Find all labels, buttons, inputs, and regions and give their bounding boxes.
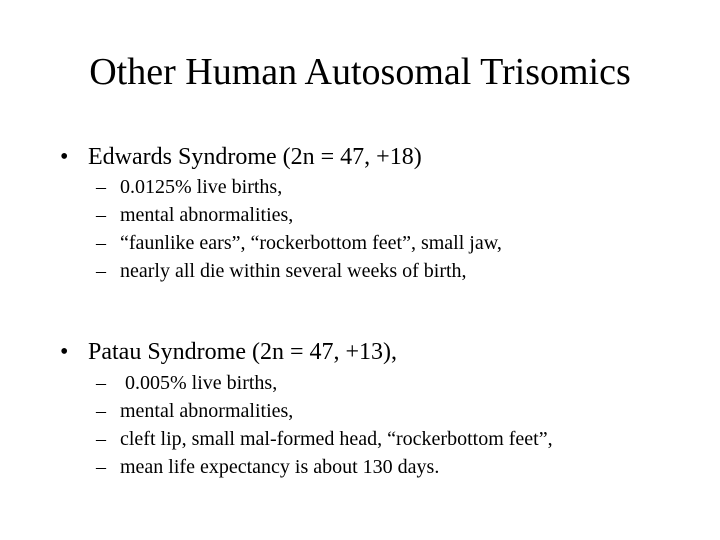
sub-bullet-item xyxy=(96,201,502,229)
sub-bullet-item xyxy=(96,425,553,453)
sub-bullet-text: mean life expectancy is about 130 days. xyxy=(120,456,440,478)
sub-bullet-text: nearly all die within several weeks of birth, xyxy=(120,260,467,282)
bullet-heading: Edwards Syndrome (2n = 47, +18) xyxy=(88,144,422,170)
sub-bullet-text: mental abnormalities, xyxy=(120,204,294,226)
sub-bullet-text: mental abnormalities, xyxy=(120,400,294,422)
sub-bullet-marker: – xyxy=(96,204,106,226)
sub-bullet-text: “faunlike ears”, “rockerbottom feet”, small jaw, xyxy=(120,232,502,254)
slide-title: Other Human Autosomal Trisomics xyxy=(89,51,631,93)
sub-bullet-text: 0.005% live births, xyxy=(125,372,278,394)
sub-bullet-item xyxy=(96,453,553,481)
bullet-edwards-syndrome xyxy=(60,142,422,172)
sub-bullet-marker: – xyxy=(96,428,106,450)
patau-sub-list xyxy=(96,369,553,481)
sub-bullet-item xyxy=(96,229,502,257)
sub-bullet-text: 0.0125% live births, xyxy=(120,176,283,198)
sub-bullet-item xyxy=(96,369,553,397)
sub-bullet-marker: – xyxy=(96,260,106,282)
sub-bullet-marker: – xyxy=(96,232,106,254)
sub-bullet-marker: – xyxy=(96,456,106,478)
bullet-heading: Patau Syndrome (2n = 47, +13), xyxy=(88,339,398,365)
sub-bullet-item xyxy=(96,257,502,285)
sub-bullet-marker: – xyxy=(96,400,106,422)
sub-bullet-item xyxy=(96,397,553,425)
bullet-patau-syndrome xyxy=(60,337,397,367)
sub-bullet-text: cleft lip, small mal-formed head, “rockerbottom feet”, xyxy=(120,428,553,450)
bullet-marker: • xyxy=(60,339,69,365)
sub-bullet-item xyxy=(96,173,502,201)
bullet-marker: • xyxy=(60,144,69,170)
sub-bullet-marker: – xyxy=(96,372,106,394)
edwards-sub-list xyxy=(96,173,502,285)
sub-bullet-marker: – xyxy=(96,176,106,198)
